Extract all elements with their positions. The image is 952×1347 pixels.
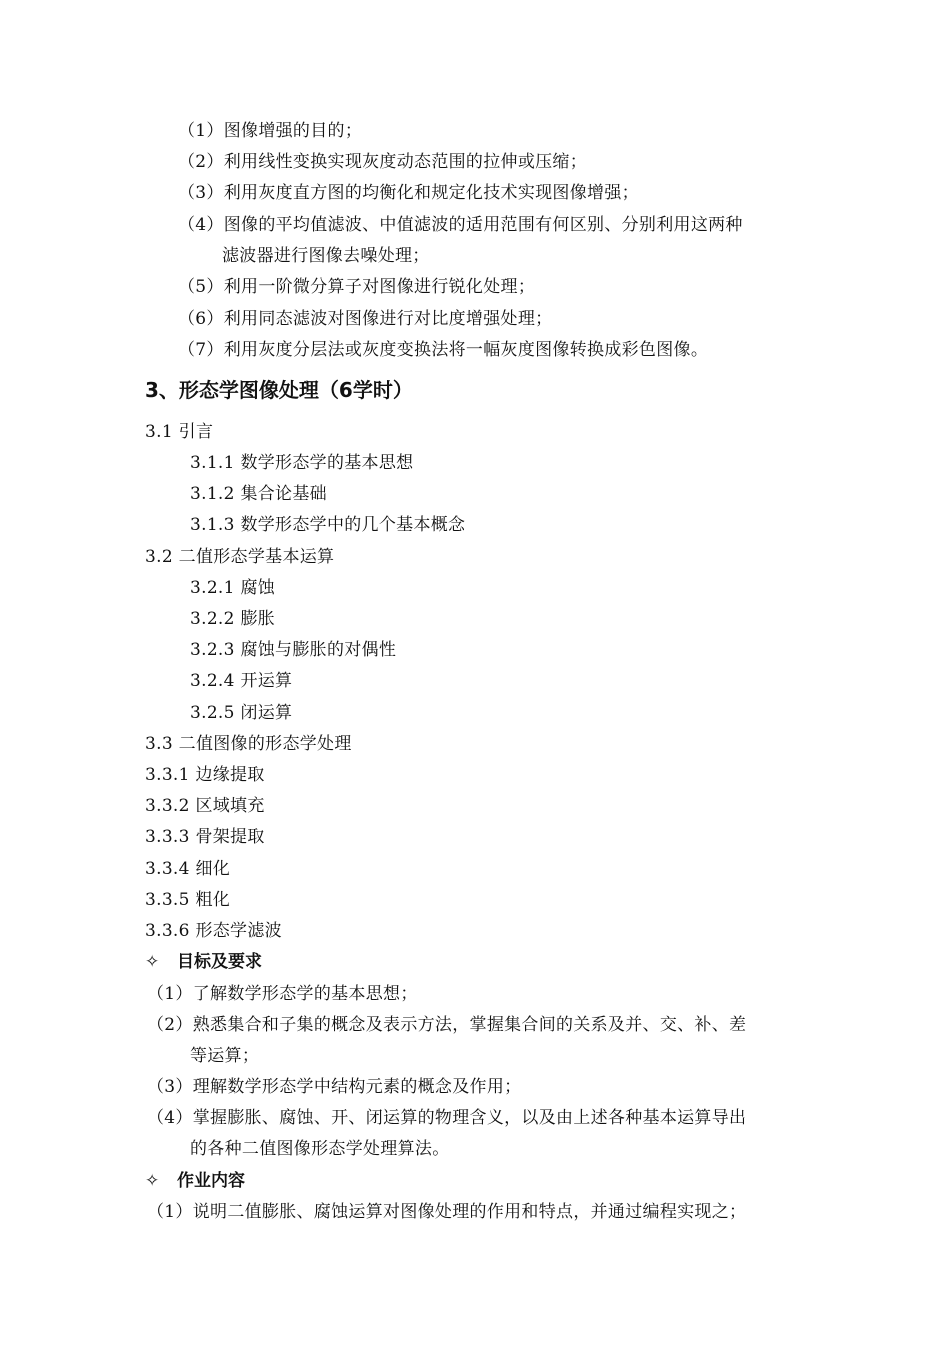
outline-subitem: 3.2.3 腐蚀与膨胀的对偶性 [190, 640, 397, 660]
outline-subitem: 3.2.4 开运算 [190, 671, 293, 691]
outline-subitem: 3.2.2 膨胀 [190, 609, 276, 629]
outline-subitem: 3.2.5 闭运算 [190, 703, 293, 723]
list-item: （1）图像增强的目的； [178, 121, 363, 141]
goal-item: （2）熟悉集合和子集的概念及表示方法，掌握集合间的关系及并、交、补、差 [147, 1015, 747, 1035]
list-item-continuation: 滤波器进行图像去噪处理； [222, 246, 430, 266]
outline-item: 3.3.3 骨架提取 [145, 827, 265, 847]
outline-item: 3.3.5 粗化 [145, 890, 231, 910]
outline-item: 3.2 二值形态学基本运算 [145, 547, 335, 567]
homework-title: 作业内容 [177, 1171, 245, 1191]
goal-item: （1）了解数学形态学的基本思想； [147, 984, 418, 1004]
goals-title: 目标及要求 [177, 952, 262, 972]
goals-heading [145, 951, 262, 973]
outline-item: 3.3.2 区域填充 [145, 796, 265, 816]
outline-item: 3.1 引言 [145, 422, 214, 442]
outline-subitem: 3.2.1 腐蚀 [190, 578, 276, 598]
goal-item-continuation: 等运算； [190, 1046, 260, 1066]
homework-item: （1）说明二值膨胀、腐蚀运算对图像处理的作用和特点，并通过编程实现之； [147, 1202, 747, 1222]
goal-item: （3）理解数学形态学中结构元素的概念及作用； [147, 1077, 522, 1097]
outline-item: 3.3.6 形态学滤波 [145, 921, 282, 941]
list-item: （4）图像的平均值滤波、中值滤波的适用范围有何区别、分别利用这两种 [178, 215, 743, 235]
goal-item-continuation: 的各种二值图像形态学处理算法。 [190, 1139, 450, 1159]
list-item: （6）利用同态滤波对图像进行对比度增强处理； [178, 309, 553, 329]
list-item: （5）利用一阶微分算子对图像进行锐化处理； [178, 277, 536, 297]
outline-item: 3.3 二值图像的形态学处理 [145, 734, 352, 754]
list-item: （2）利用线性变换实现灰度动态范围的拉伸或压缩； [178, 152, 588, 172]
goal-item: （4）掌握膨胀、腐蚀、开、闭运算的物理含义，以及由上述各种基本运算导出 [147, 1108, 747, 1128]
outline-subitem: 3.1.2 集合论基础 [190, 484, 327, 504]
outline-subitem: 3.1.1 数学形态学的基本思想 [190, 453, 414, 473]
list-item: （3）利用灰度直方图的均衡化和规定化技术实现图像增强； [178, 183, 639, 203]
section-heading: 3、形态学图像处理（6学时） [145, 378, 413, 402]
outline-item: 3.3.1 边缘提取 [145, 765, 265, 785]
homework-heading [145, 1170, 245, 1192]
outline-subitem: 3.1.3 数学形态学中的几个基本概念 [190, 515, 466, 535]
diamond-bullet-icon: ✧ [145, 952, 160, 972]
diamond-bullet-icon: ✧ [145, 1171, 160, 1191]
outline-item: 3.3.4 细化 [145, 859, 231, 879]
list-item: （7）利用灰度分层法或灰度变换法将一幅灰度图像转换成彩色图像。 [178, 340, 709, 360]
